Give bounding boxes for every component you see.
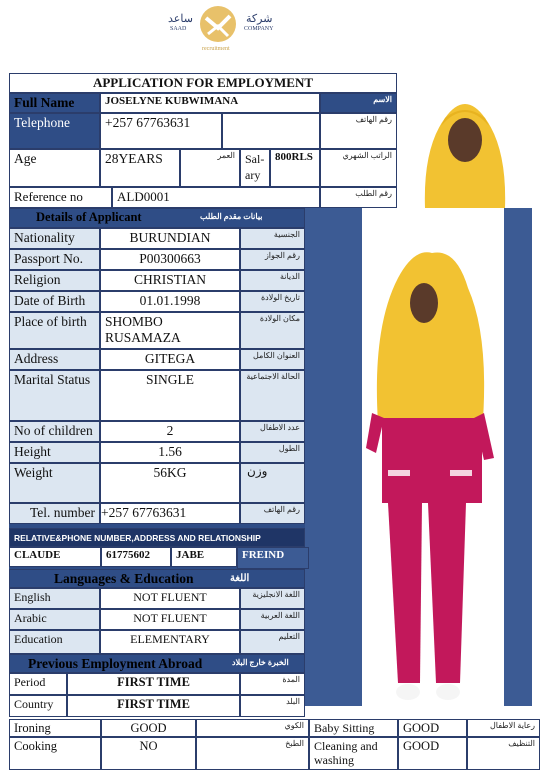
applicant-portrait-photo <box>405 88 525 208</box>
detail-value: GITEGA <box>100 349 240 370</box>
language-ar: اللغة العربية <box>240 609 305 630</box>
details-header-label: Details of Applicant <box>36 210 142 224</box>
relative-phone: 61775602 <box>101 547 171 567</box>
language-label: Arabic <box>9 609 100 630</box>
logo-left-text: ساعد <box>168 13 193 25</box>
telephone-ar: رقم الهاتف <box>320 113 397 149</box>
salary-ar: الراتب الشهري <box>320 149 397 187</box>
skill-value: GOOD <box>101 719 196 737</box>
languages-header-ar: اللغة <box>230 573 250 584</box>
skill-label: Baby Sitting <box>309 719 398 737</box>
applicant-full-photo <box>362 208 504 706</box>
age-label: Age <box>9 149 100 187</box>
previous-ar: البلد <box>240 695 305 717</box>
telephone-value: +257 67763631 <box>100 113 222 149</box>
detail-label: Nationality <box>9 228 100 249</box>
details-header <box>9 208 305 228</box>
full-name-label: Full Name <box>9 93 100 113</box>
languages-header <box>9 569 305 588</box>
detail-value: SHOMBO RUSAMAZA <box>100 312 240 349</box>
detail-label: Tel. number <box>9 503 100 524</box>
previous-ar: المدة <box>240 673 305 695</box>
detail-value: 1.56 <box>100 442 240 463</box>
detail-label: Date of Birth <box>9 291 100 312</box>
languages-header-label: Languages & Education <box>54 571 194 586</box>
detail-ar: الحالة الاجتماعية <box>240 370 305 421</box>
detail-value: 01.01.1998 <box>100 291 240 312</box>
detail-ar: عدد الاطفال <box>240 421 305 442</box>
relative-address: JABE <box>171 547 237 567</box>
previous-value: FIRST TIME <box>67 673 240 695</box>
reference-value: ALD0001 <box>112 187 320 208</box>
skill-ar: الكوي <box>196 719 309 737</box>
language-ar: اللغة الانجليزية <box>240 588 305 609</box>
detail-label: Height <box>9 442 100 463</box>
reference-label: Reference no <box>9 187 112 208</box>
relative-header: RELATIVE&PHONE NUMBER,ADDRESS AND RELATIONSHIP <box>9 528 305 547</box>
age-ar: العمر <box>180 149 240 187</box>
skill-ar: الطبخ <box>196 737 309 770</box>
previous-label: Period <box>9 673 67 695</box>
reference-ar: رقم الطلب <box>320 187 397 208</box>
detail-ar: العنوان الكامل <box>240 349 305 370</box>
skill-value: NO <box>101 737 196 770</box>
detail-label: Marital Status <box>9 370 100 421</box>
skill-value: GOOD <box>398 737 467 770</box>
detail-label: No of children <box>9 421 100 442</box>
detail-ar: رقم الهاتف <box>240 503 305 524</box>
full-name-ar: الاسم <box>320 93 397 113</box>
detail-ar: تاريخ الولادة <box>240 291 305 312</box>
detail-label: Address <box>9 349 100 370</box>
form-title: APPLICATION FOR EMPLOYMENT <box>9 73 397 93</box>
detail-value: 56KG <box>100 463 240 503</box>
detail-ar: رقم الجواز <box>240 249 305 270</box>
detail-value: SINGLE <box>100 370 240 421</box>
detail-ar: الطول <box>240 442 305 463</box>
language-label: English <box>9 588 100 609</box>
detail-label: Religion <box>9 270 100 291</box>
telephone-blank <box>222 113 320 149</box>
skill-ar: التنظيف <box>467 737 540 770</box>
logo-right-text: شركة <box>246 13 273 25</box>
detail-value: +257 67763631 <box>100 503 240 524</box>
details-header-ar: بيانات مقدم الطلب <box>200 212 263 221</box>
skill-value: GOOD <box>398 719 467 737</box>
logo-right-sub: COMPANY <box>244 26 274 32</box>
skill-label: Cooking <box>9 737 101 770</box>
salary-value: 800RLS <box>270 149 320 187</box>
detail-ar: وزن <box>240 463 305 503</box>
language-value: NOT FLUENT <box>100 609 240 630</box>
skill-label: Ironing <box>9 719 101 737</box>
previous-header-label: Previous Employment Abroad <box>28 656 203 671</box>
detail-value: P00300663 <box>100 249 240 270</box>
skill-ar: رعاية الاطفال <box>467 719 540 737</box>
relative-name: CLAUDE <box>9 547 101 567</box>
language-value: NOT FLUENT <box>100 588 240 609</box>
detail-ar: الديانة <box>240 270 305 291</box>
full-name-value: JOSELYNE KUBWIMANA <box>100 93 320 113</box>
skill-label: Cleaning and washing <box>309 737 398 770</box>
language-ar: التعليم <box>240 630 305 654</box>
language-label: Education <box>9 630 100 654</box>
detail-ar: مكان الولادة <box>240 312 305 349</box>
previous-header-ar: الخبرة خارج البلاد <box>232 658 289 667</box>
detail-label: Place of birth <box>9 312 100 349</box>
previous-value: FIRST TIME <box>67 695 240 717</box>
telephone-label: Telephone <box>9 113 100 149</box>
detail-ar: الجنسية <box>240 228 305 249</box>
previous-header <box>9 654 305 673</box>
detail-value: BURUNDIAN <box>100 228 240 249</box>
logo-tagline: recruitment <box>202 46 230 52</box>
previous-label: Country <box>9 695 67 717</box>
relative-relation: FREIND <box>237 547 309 569</box>
detail-label: Weight <box>9 463 100 503</box>
detail-value: 2 <box>100 421 240 442</box>
logo-left-sub: SAAD <box>170 26 187 32</box>
company-logo <box>162 4 274 62</box>
age-value: 28YEARS <box>100 149 180 187</box>
detail-value: CHRISTIAN <box>100 270 240 291</box>
language-value: ELEMENTARY <box>100 630 240 654</box>
salary-label: Sal-ary <box>240 149 270 187</box>
detail-label: Passport No. <box>9 249 100 270</box>
